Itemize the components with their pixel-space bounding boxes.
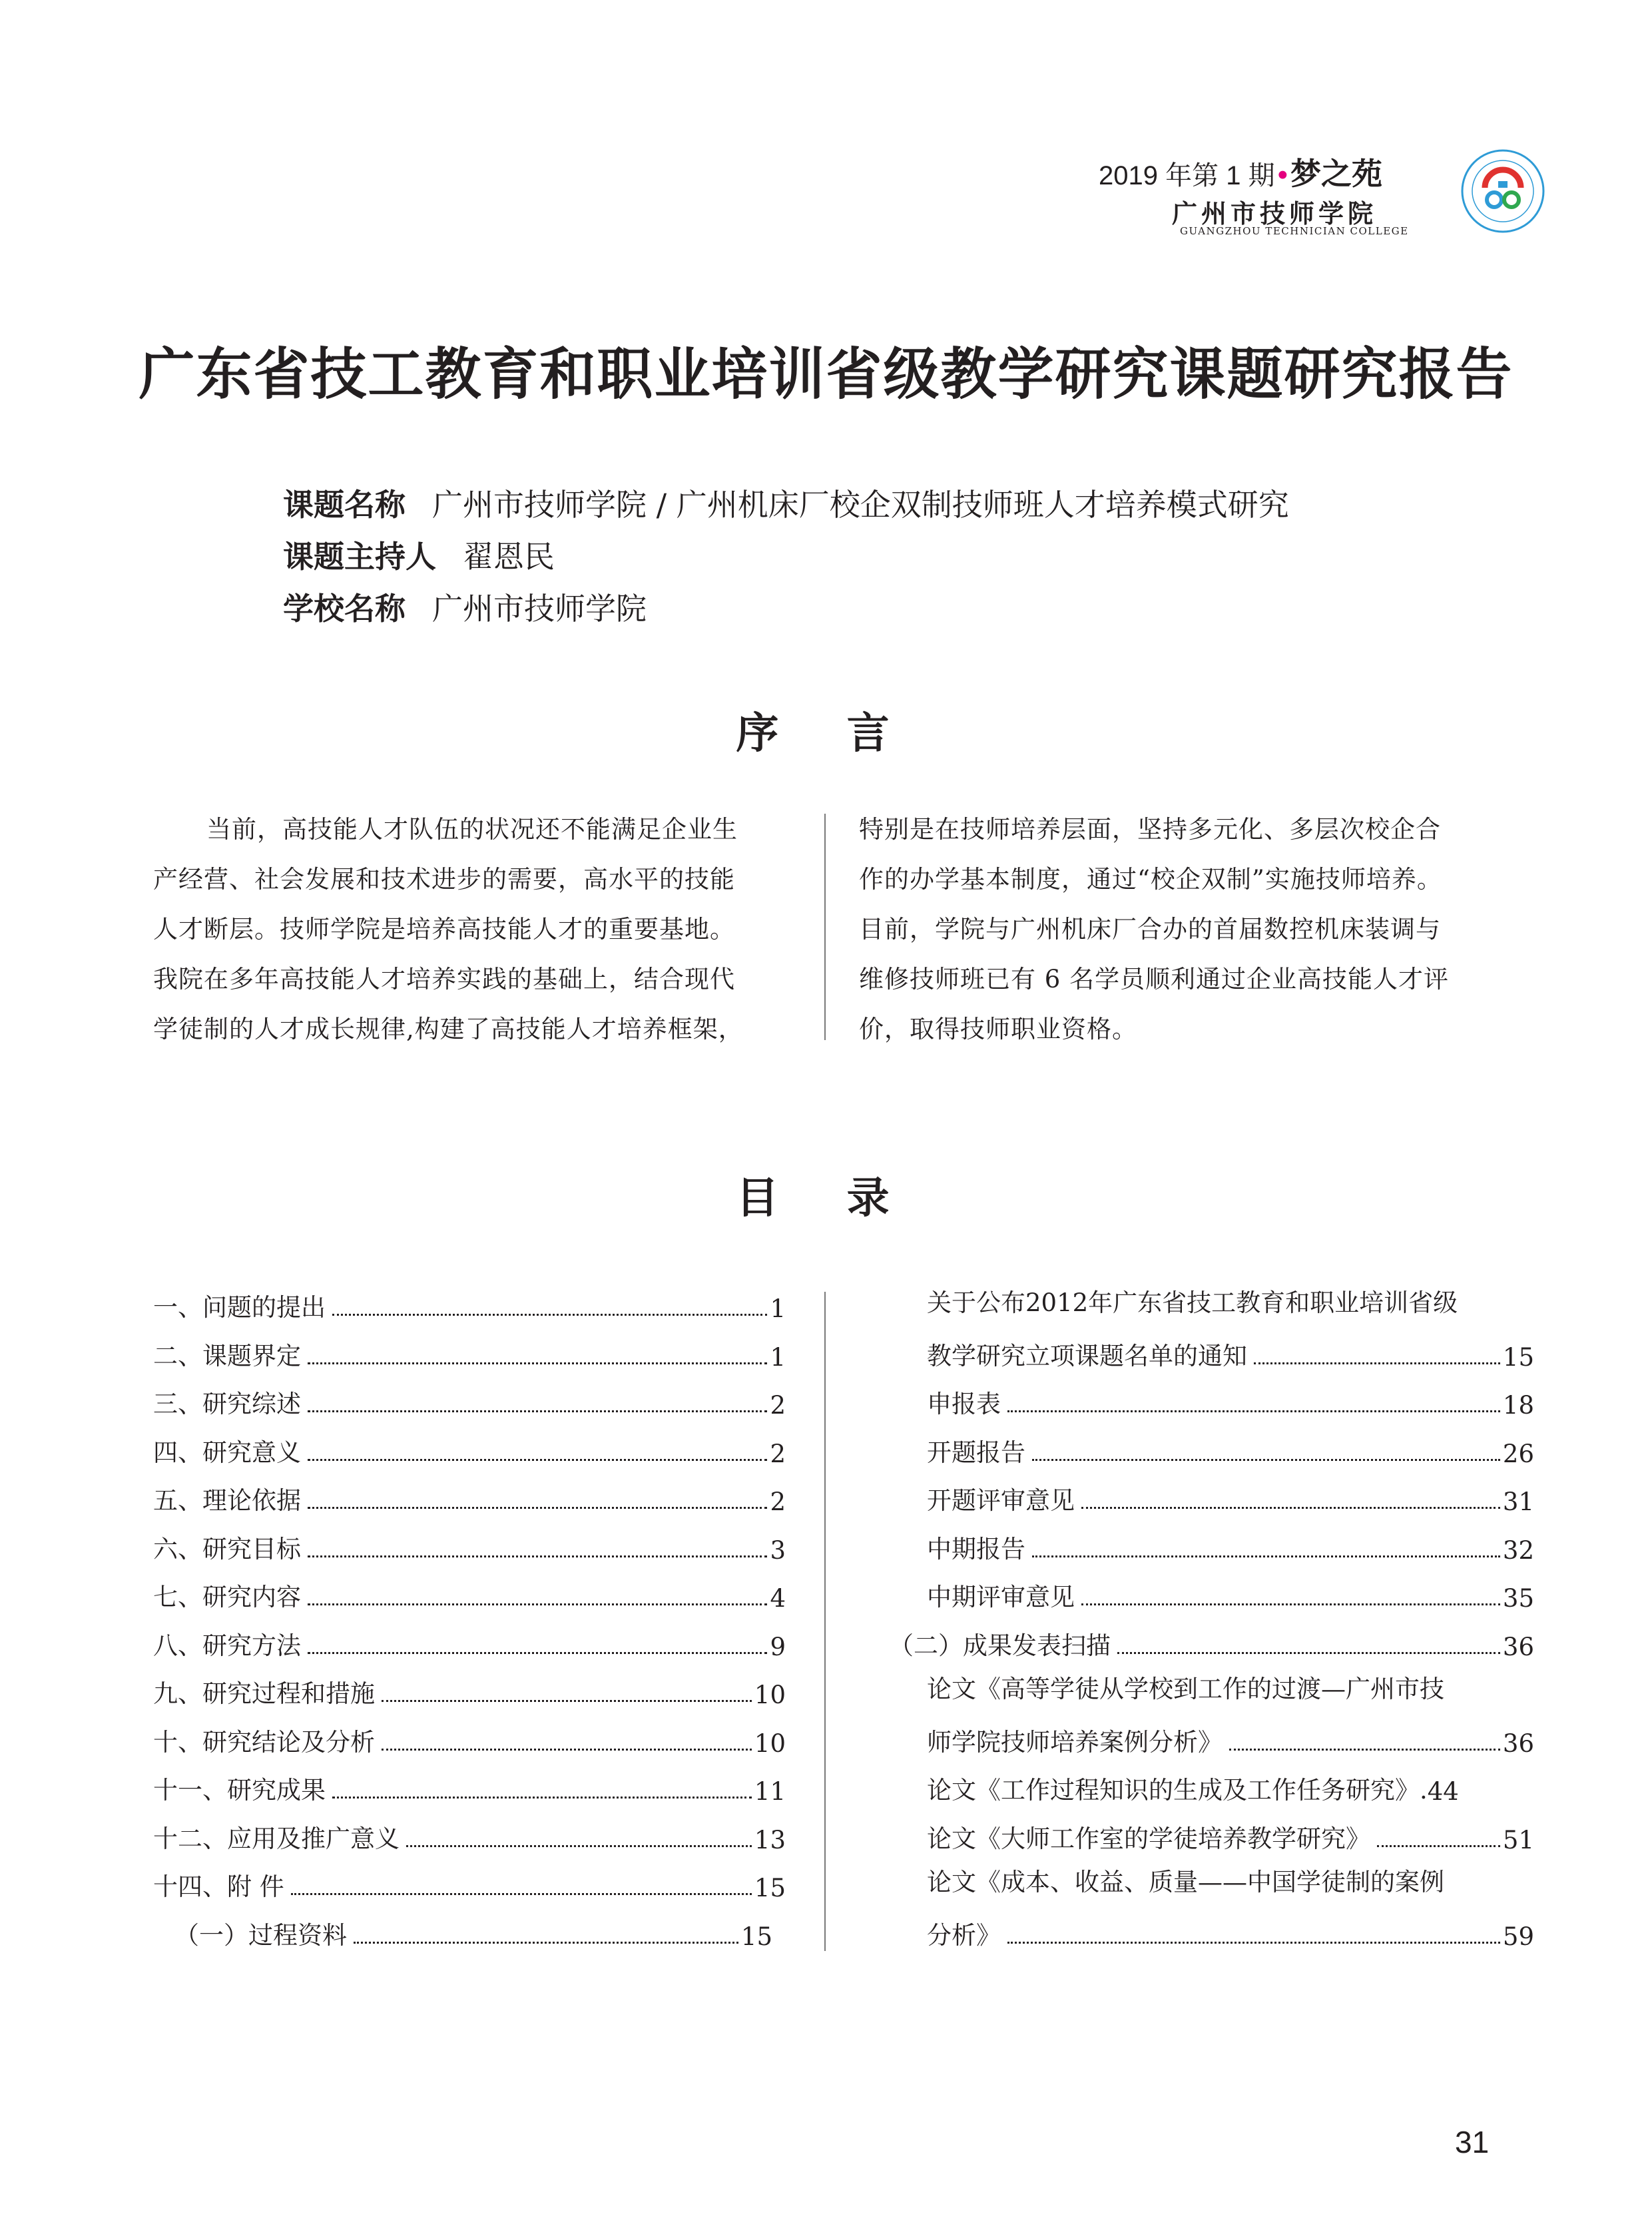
toc-entry[interactable]: 十一、研究成果 11 bbox=[153, 1776, 786, 1806]
toc-entry[interactable]: 九、研究过程和措施 10 bbox=[153, 1679, 786, 1709]
school-name-header: 广州市技师学院 bbox=[1172, 199, 1378, 228]
preface-heading: 序 言 bbox=[736, 709, 916, 758]
report-title: 广东省技工教育和职业培训省级教学研究课题研究报告 bbox=[138, 342, 1514, 407]
column-divider bbox=[824, 1292, 826, 1951]
preface-line: 当前，高技能人才队伍的状况还不能满足企业生 bbox=[206, 815, 738, 844]
meta-school-name bbox=[283, 585, 647, 629]
toc-entry-line[interactable]: 论文《高等学徒从学校到工作的过渡—广州市技 bbox=[927, 1675, 1444, 1703]
toc-entry[interactable]: 五、理论依据 2 bbox=[153, 1486, 786, 1516]
magazine-brand: 梦之苑 bbox=[1290, 156, 1382, 192]
meta-label: 学校名称 bbox=[283, 591, 406, 627]
bullet-dot: • bbox=[1277, 158, 1288, 191]
toc-entry[interactable]: 中期评审意见 35 bbox=[927, 1583, 1534, 1613]
toc-entry-line[interactable]: 论文《成本、收益、质量——中国学徒制的案例 bbox=[927, 1868, 1444, 1896]
page-number: 31 bbox=[1455, 2125, 1490, 2159]
college-logo-icon bbox=[1460, 148, 1546, 234]
toc-entry[interactable]: 论文《工作过程知识的生成及工作任务研究》. 44 bbox=[927, 1776, 1459, 1806]
toc-entry[interactable]: 论文《大师工作室的学徒培养教学研究》 51 bbox=[927, 1824, 1534, 1854]
meta-project-host bbox=[283, 533, 555, 577]
toc-entry[interactable]: 开题评审意见 31 bbox=[927, 1486, 1534, 1516]
toc-entry[interactable]: 七、研究内容 4 bbox=[153, 1583, 786, 1613]
preface-line: 作的办学基本制度，通过“校企双制”实施技师培养。 bbox=[859, 865, 1442, 894]
preface-left-column bbox=[153, 804, 792, 1054]
issue-label: 2019 年第 1 期 bbox=[1099, 161, 1275, 190]
meta-value: 翟恩民 bbox=[463, 539, 555, 575]
toc-entry[interactable]: 申报表 18 bbox=[927, 1390, 1534, 1420]
meta-value: 广州市技师学院 / 广州机床厂校企双制技师班人才培养模式研究 bbox=[432, 487, 1289, 523]
meta-label: 课题主持人 bbox=[283, 539, 436, 575]
toc-entry-line[interactable]: 关于公布2012年广东省技工教育和职业培训省级 bbox=[927, 1288, 1458, 1317]
preface-line: 学徒制的人才成长规律,构建了高技能人才培养框架， bbox=[153, 1015, 744, 1043]
school-name-english: GUANGZHOU TECHNICIAN COLLEGE bbox=[1180, 225, 1409, 237]
toc-entry[interactable]: （一）过程资料 15 bbox=[174, 1921, 772, 1951]
toc-entry[interactable]: 六、研究目标 3 bbox=[153, 1535, 786, 1565]
issue-header bbox=[1099, 150, 1382, 194]
preface-line: 人才断层。技师学院是培养高技能人才的重要基地。 bbox=[153, 915, 735, 944]
toc-entry[interactable]: 十二、应用及推广意义 13 bbox=[153, 1824, 786, 1854]
preface-right-column bbox=[859, 804, 1528, 1054]
preface-line: 特别是在技师培养层面，坚持多元化、多层次校企合 bbox=[859, 815, 1441, 844]
preface-line: 产经营、社会发展和技术进步的需要，高水平的技能 bbox=[153, 865, 735, 894]
meta-label: 课题名称 bbox=[283, 487, 406, 523]
toc-heading: 目 录 bbox=[736, 1174, 916, 1223]
toc-entry[interactable]: 二、课题界定 1 bbox=[153, 1342, 786, 1372]
toc-entry[interactable]: 中期报告 32 bbox=[927, 1535, 1534, 1565]
toc-entry[interactable]: （二）成果发表扫描 36 bbox=[889, 1631, 1534, 1661]
toc-entry[interactable]: 三、研究综述 2 bbox=[153, 1390, 786, 1420]
preface-line: 我院在多年高技能人才培养实践的基础上，结合现代 bbox=[153, 965, 735, 993]
toc-entry[interactable]: 四、研究意义 2 bbox=[153, 1438, 786, 1468]
toc-entry[interactable]: 十、研究结论及分析 10 bbox=[153, 1728, 786, 1758]
toc-entry[interactable]: 师学院技师培养案例分析》 36 bbox=[927, 1728, 1534, 1758]
preface-line: 目前，学院与广州机床厂合办的首届数控机床装调与 bbox=[859, 915, 1441, 944]
toc-entry[interactable]: 八、研究方法 9 bbox=[153, 1631, 786, 1661]
meta-project-name bbox=[283, 481, 1289, 525]
toc-entry[interactable]: 教学研究立项课题名单的通知 15 bbox=[927, 1342, 1534, 1372]
toc-entry[interactable]: 开题报告 26 bbox=[927, 1438, 1534, 1468]
preface-line: 维修技师班已有 6 名学员顺利通过企业高技能人才评 bbox=[859, 965, 1450, 993]
column-divider bbox=[824, 814, 826, 1040]
toc-entry[interactable]: 一、问题的提出 1 bbox=[153, 1293, 786, 1323]
preface-line: 价，取得技师职业资格。 bbox=[859, 1015, 1137, 1043]
meta-value: 广州市技师学院 bbox=[432, 591, 647, 627]
toc-entry[interactable]: 分析》 59 bbox=[927, 1921, 1534, 1951]
toc-entry[interactable]: 十四、附 件 15 bbox=[153, 1872, 786, 1902]
